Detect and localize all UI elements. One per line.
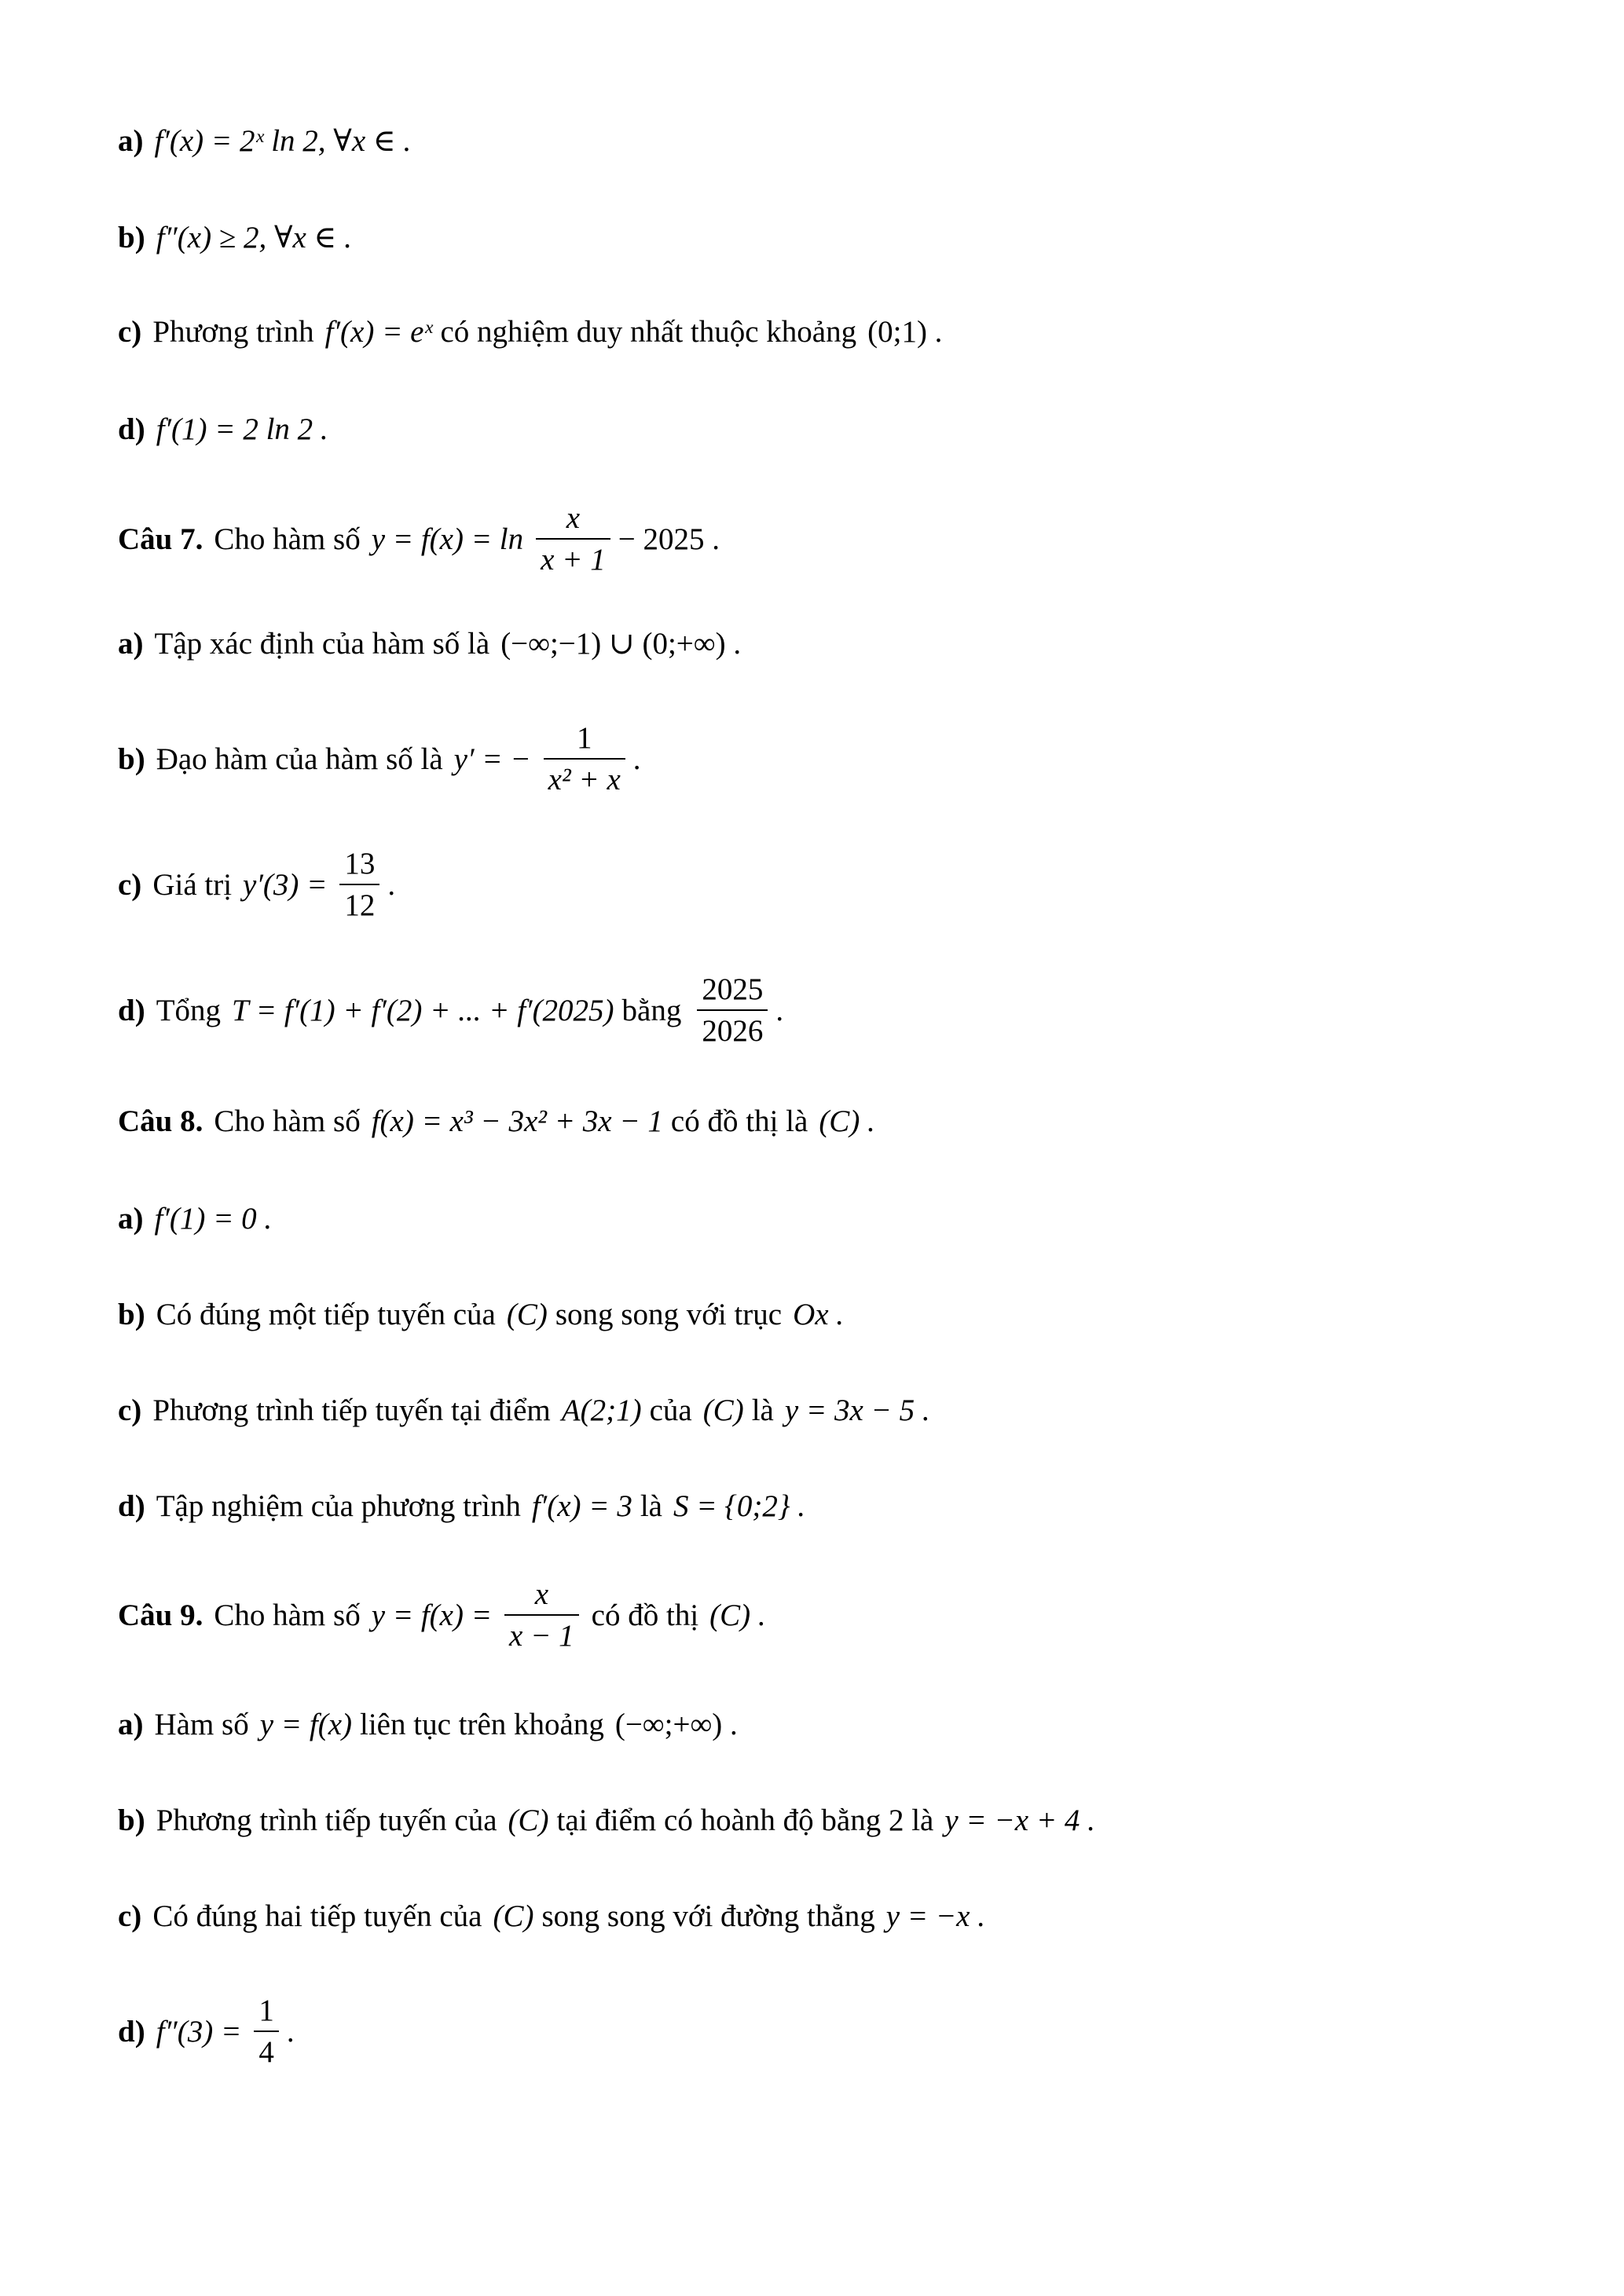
formula: f″(3) = [156,2014,242,2049]
c8-item-d [118,1491,813,1522]
item-text: Có đúng hai tiếp tuyến của [152,1899,482,1933]
c8-item-a [118,1203,280,1234]
item-label: c) [118,867,142,902]
item-text: Tập nghiệm của phương trình [156,1489,521,1523]
formula: f′(1) = 0 . [154,1202,273,1236]
formula: y = −x + 4 . [944,1803,1095,1837]
item-label: d) [118,993,145,1027]
formula: y = f(x) = [371,1598,493,1632]
question-text: Cho hàm số [214,522,361,556]
item-text: song song với trục [555,1298,783,1331]
question-text: Cho hàm số [214,1104,361,1138]
formula: S = {0;2} . [673,1489,805,1523]
formula: (C) [506,1298,548,1331]
formula: T = f′(1) + f′(2) + ... + f′(2025) [232,993,614,1027]
formula: f′(x) = eˣ [324,315,433,349]
item-text: liên tục trên khoảng [360,1708,604,1741]
fraction-denominator: x − 1 [504,1614,579,1651]
c8-item-c [118,1395,938,1426]
formula: f′(x) = 3 [531,1489,632,1523]
formula: Ox . [793,1298,845,1331]
question-text: Cho hàm số [214,1598,361,1632]
fraction-denominator: 2026 [697,1009,768,1046]
fraction [536,503,610,575]
formula: y = 3x − 5 . [784,1393,930,1427]
c9-item-d [118,1995,295,2067]
item-text: có nghiệm duy nhất thuộc khoảng [440,315,857,349]
fraction-denominator: 12 [339,884,379,921]
item-label: c) [118,315,142,349]
fraction [544,723,625,795]
formula: (C) . [709,1598,766,1632]
c6-item-b [118,222,360,253]
formula-tail: . [387,867,396,902]
item-text: Giá trị [152,867,233,902]
fraction-numerator: 1 [258,1994,274,2027]
formula: (C) . [819,1104,875,1138]
item-label: c) [118,1899,142,1933]
c9-item-a [118,1709,746,1740]
fraction-denominator: x + 1 [536,538,610,575]
fraction [504,1579,579,1651]
fraction-numerator: x [566,501,581,535]
item-label: d) [118,2014,145,2049]
formula: (0;1) . [867,315,943,349]
question-text: có đồ thị là [670,1104,808,1138]
item-label: b) [118,221,145,255]
item-text: Tập xác định của hàm số là [154,627,490,661]
formula: f(x) = x³ − 3x² + 3x − 1 [371,1104,663,1138]
question-label: Câu 9. [118,1598,203,1632]
item-text: song song với đường thẳng [541,1899,875,1933]
fraction-numerator: 2025 [702,972,764,1006]
formula: y′ = − [453,742,531,776]
item-label: b) [118,1803,145,1837]
c6-item-a [118,126,419,156]
item-text: của [649,1393,692,1427]
c7-item-a [118,628,749,659]
c7-question [118,503,720,575]
item-label: d) [118,412,145,446]
item-text: Phương trình tiếp tuyến của [156,1803,497,1837]
fraction [339,848,379,921]
item-text: Hàm số [154,1708,249,1741]
fraction-numerator: 1 [576,721,592,755]
formula: (−∞;+∞) . [614,1708,738,1741]
item-text: Phương trình tiếp tuyến tại điểm [152,1393,551,1427]
c7-item-c [118,848,395,921]
c9-item-c [118,1901,993,1932]
formula: f′(1) = 2 ln 2 . [156,412,328,446]
item-text: bằng [621,993,682,1027]
question-label: Câu 7. [118,522,203,556]
formula-tail: . [286,2014,295,2049]
c7-item-b [118,723,641,795]
item-label: a) [118,1202,144,1236]
formula: (C) [493,1899,534,1933]
c8-question [118,1106,883,1137]
item-text: là [640,1489,662,1523]
formula-tail: . [775,993,784,1027]
item-label: a) [118,627,144,661]
formula: (C) [508,1803,549,1837]
fraction-denominator: 4 [254,2031,279,2067]
item-text: Có đúng một tiếp tuyến của [156,1298,496,1331]
item-text: Đạo hàm của hàm số là [156,742,443,776]
item-text: tại điểm có hoành độ bằng 2 là [556,1803,934,1837]
c8-item-b [118,1299,852,1330]
c6-item-c [118,317,950,347]
formula: (−∞;−1) ∪ (0;+∞) . [500,627,742,661]
item-label: d) [118,1489,145,1523]
formula-tail: − 2025 . [618,522,720,556]
formula: A(2;1) [561,1393,642,1427]
fraction-numerator: x [534,1577,548,1611]
fraction [697,974,768,1046]
item-label: c) [118,1393,142,1427]
item-text: Tổng [156,993,222,1027]
item-text: là [751,1393,774,1427]
formula: (C) [702,1393,744,1427]
fraction-numerator: 13 [344,847,376,881]
c9-item-b [118,1805,1103,1836]
item-label: a) [118,1708,144,1741]
formula: y = f(x) = ln [371,522,524,556]
formula: y = f(x) [259,1708,352,1741]
fraction [254,1995,279,2067]
c6-item-d [118,414,336,445]
question-label: Câu 8. [118,1104,203,1138]
item-label: b) [118,1298,145,1331]
item-label: b) [118,742,145,776]
formula-tail: . [632,742,641,776]
formula: y′(3) = [243,867,328,902]
c7-item-d [118,974,783,1046]
question-text: có đồ thị [591,1598,699,1632]
c9-question [118,1579,774,1651]
formula: f″(x) ≥ 2, ∀x ∈ . [156,221,352,255]
formula: f′(x) = 2ˣ ln 2, ∀x ∈ . [154,124,412,158]
item-label: a) [118,124,144,158]
formula: y = −x . [885,1899,985,1933]
fraction-denominator: x² + x [544,758,625,795]
item-text: Phương trình [152,315,314,349]
